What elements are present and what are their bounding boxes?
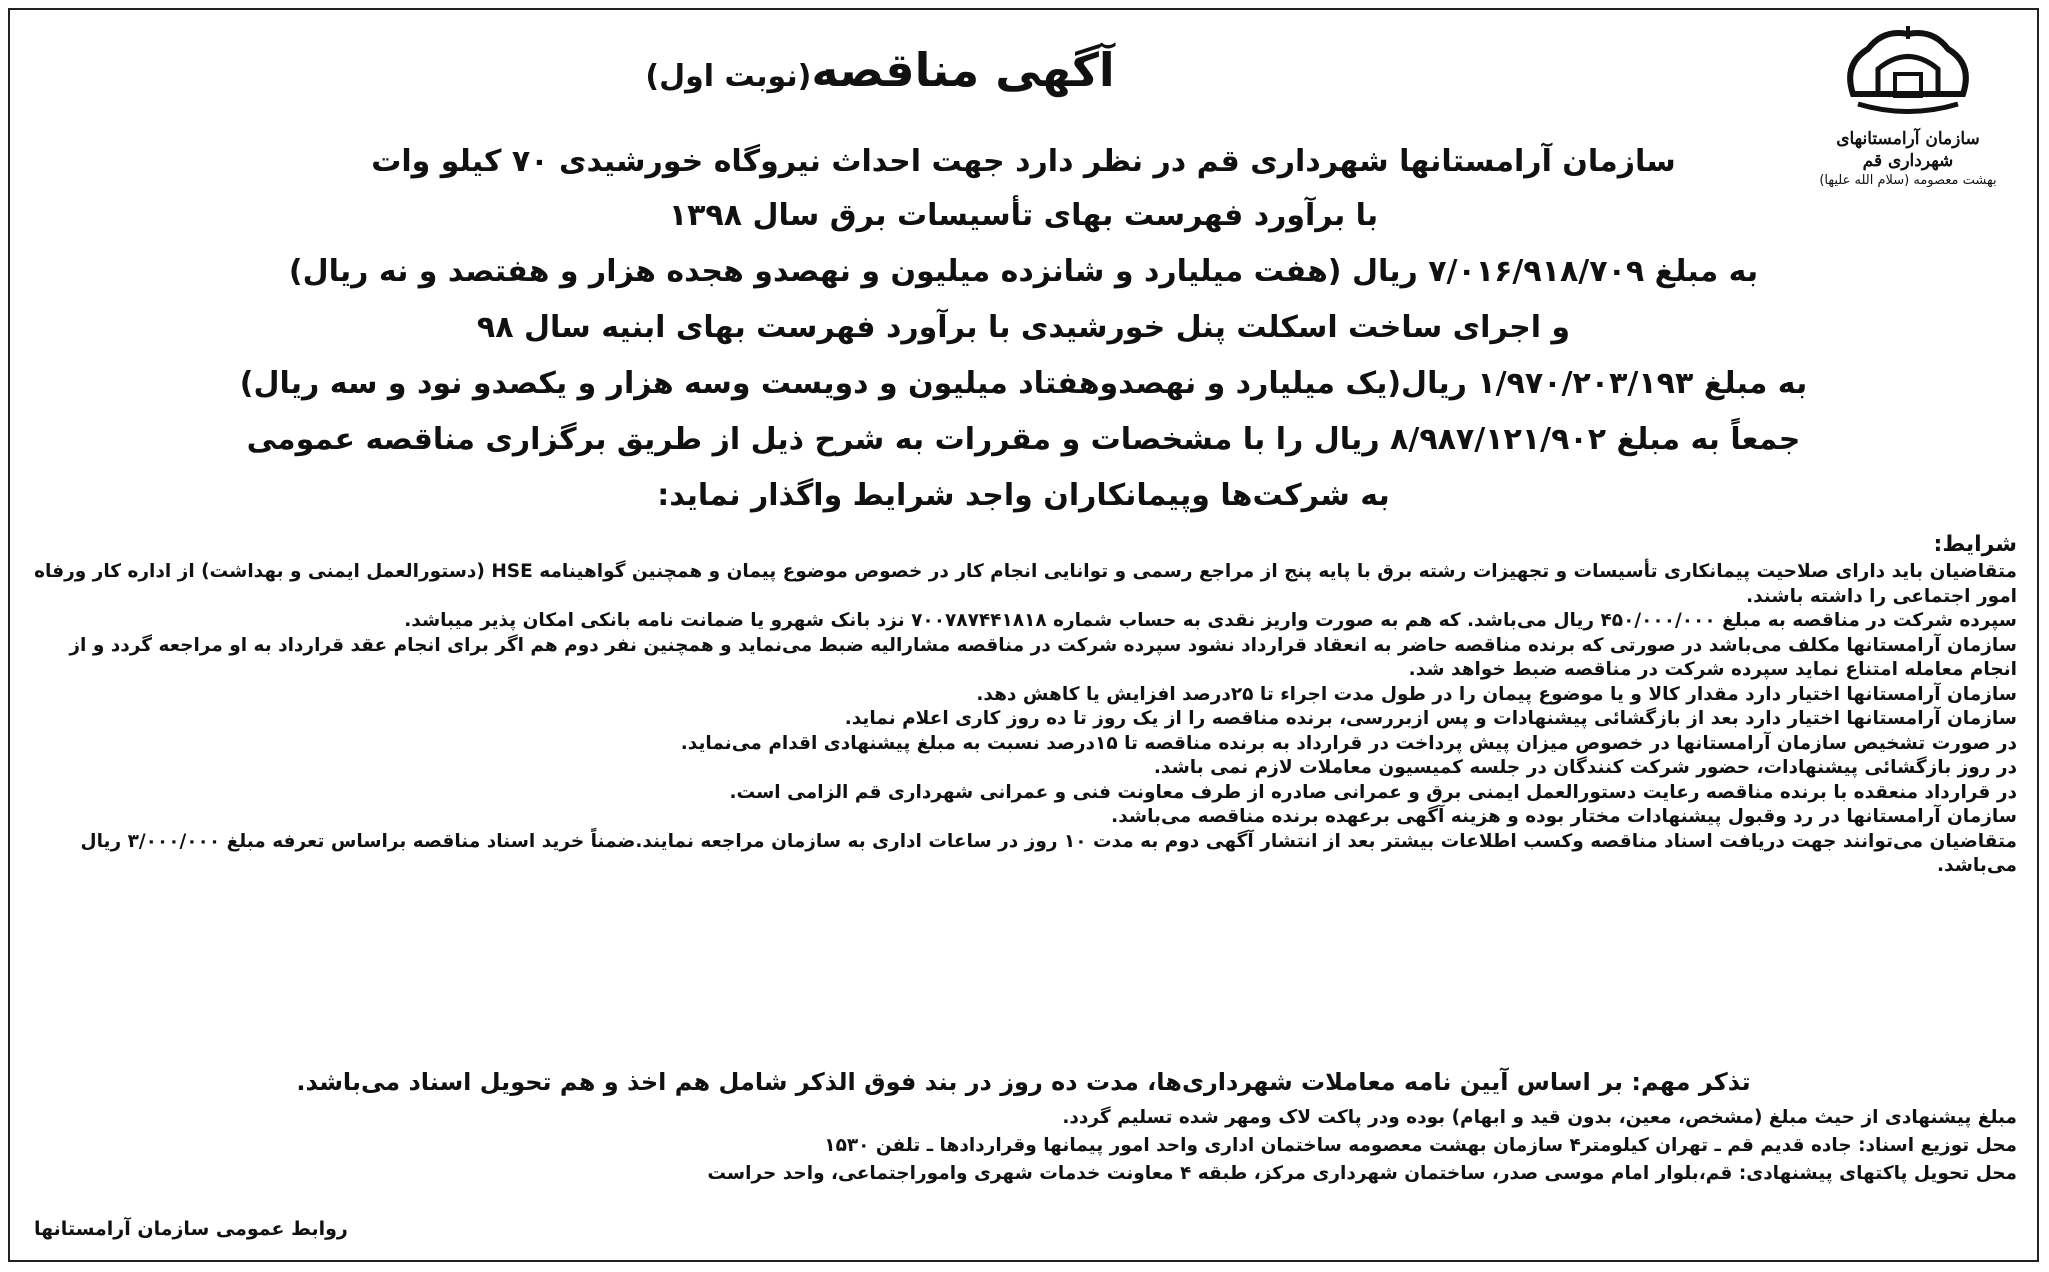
logo-emblem-icon: [1833, 24, 1983, 124]
heading-line-5: به مبلغ ۱/۹۷۰/۲۰۳/۱۹۳ ریال(یک میلیارد و نهصدوهفتاد میلیون و دویست وسه هزار و یکصدو نود و سه ریال): [239, 366, 1808, 401]
condition-item: در صورت تشخیص سازمان آرامستانها در خصوص میزان پیش پرداخت در قرارداد به برنده مناقصه تا ۱۵درصد نسبت به مبلغ پیشنهادی اقدام می‌نماید.: [680, 732, 2017, 754]
condition-item: در روز بازگشائی پیشنهادات، حضور شرکت کنندگان در جلسه کمیسیون معاملات لازم نمی باشد.: [1153, 757, 2017, 778]
heading-line-7: به شرکت‌ها وپیمانکاران واجد شرایط واگذار نماید:: [657, 478, 1390, 513]
conditions-section: [30, 530, 2017, 879]
important-note: تذکر مهم: بر اساس آیین نامه معاملات شهرداری‌ها، مدت ده روز در بند فوق الذکر شامل هم اخذ و هم تحویل اسناد می‌باشد.: [296, 1068, 1751, 1096]
condition-item: سازمان آرامستانها در رد وقبول پیشنهادات مختار بوده و هزینه آگهی برعهده برنده مناقصه می‌باشد.: [1111, 806, 2017, 827]
heading-line-3: به مبلغ ۷/۰۱۶/۹۱۸/۷۰۹ ریال (هفت میلیارد و شانزده میلیون و نهصدو هجده هزار و هفتصد و نه ریال): [288, 254, 1759, 289]
footer-distribution-line: محل توزیع اسناد: جاده قدیم قم ـ تهران کیلومتر۴ سازمان بهشت معصومه ساختمان اداری واحد امور پیمانها وقراردادها ـ تلفن ۱۵۳۰: [824, 1135, 2017, 1156]
footer-delivery-line: محل تحویل پاکتهای پیشنهادی: قم،بلوار امام موسی صدر، ساختمان شهرداری مرکز، طبقه ۴ معاونت خدمات شهری واموراجتماعی، واحد حراست: [707, 1163, 2017, 1184]
title-main: آگهی مناقصه: [811, 43, 1115, 97]
public-relations-signature: روابط عمومی سازمان آرامستانها: [34, 1218, 348, 1240]
heading-line-1: سازمان آرامستانها شهرداری قم در نظر دارد جهت احداث نیروگاه خورشیدی ۷۰ کیلو وات: [371, 144, 1676, 179]
condition-item: سپرده شرکت در مناقصه به مبلغ ۴۵۰/۰۰۰/۰۰۰ ریال می‌باشد. که هم به صورت واریز نقدی به حساب شماره ۷۰۰۷۸۷۴۴۱۸۱۸ نزد بانک شهرو یا ضمانت نامه بانکی امکان پذیر میباشد.: [404, 610, 2017, 631]
footer-offer-line: مبلغ پیشنهادی از حیث مبلغ (مشخص، معین، بدون قید و ابهام) بوده ودر پاکت لاک ومهر شده تسلیم گردد.: [1062, 1107, 2017, 1128]
condition-item: متقاضیان باید دارای صلاحیت پیمانکاری تأسیسات و تجهیزات رشته برق با پایه پنج از مراجع رسمی و توانایی انجام کار در خصوص موضوع پیمان و همچنین گواهینامه HSE (دستورالعمل ایمنی و بهداشت) از اداره کار ورفاه امور اجتماعی را داشته باشند.: [34, 561, 2017, 607]
logo-org-name: سازمان آرامستانهای شهرداری قم: [1836, 129, 1980, 171]
condition-item: در قرارداد منعقده با برنده مناقصه رعایت دستورالعمل ایمنی برق و عمرانی صادره از طرف معاونت فنی و عمرانی شهرداری قم الزامی است.: [729, 781, 2017, 803]
condition-item: سازمان آرامستانها اختیار دارد مقدار کالا و یا موضوع پیمان را در طول مدت اجراء تا ۲۵درصد افزایش یا کاهش دهد.: [976, 683, 2017, 705]
logo-org-sub: بهشت معصومه (سلام الله علیها): [1819, 173, 1997, 188]
heading-line-4: و اجرای ساخت اسکلت پنل خورشیدی با برآورد فهرست بهای ابنیه سال ۹۸: [476, 310, 1571, 345]
condition-item: متقاضیان می‌توانند جهت دریافت اسناد مناقصه وکسب اطلاعات بیشتر بعد از انتشار آگهی دوم به مدت ۱۰ روز در ساعات اداری به سازمان مراجعه نمایند.ضمناً خرید اسناد مناقصه براساس تعرفه مبلغ ۳/۰۰۰/۰۰۰ ریال می‌باشد.: [80, 830, 2017, 876]
title-note: (نوبت اول): [645, 59, 812, 94]
ad-frame: [8, 8, 2039, 1262]
condition-item: سازمان آرامستانها مکلف می‌باشد در صورتی که برنده مناقصه حاضر به انعقاد قرارداد نشود سپرده شرکت در مناقصه مشارالیه ضبط می‌نماید و همچنین نفر دوم هم اگر برای انجام عقد قرارداد به او مراجعه گردد و از انجام معامله امتناع نماید سپرده شرکت در مناقصه ضبط خواهد شد.: [69, 634, 2017, 680]
condition-item: سازمان آرامستانها اختیار دارد بعد از بازگشائی پیشنهادات و پس ازبررسی، برنده مناقصه را از یک روز تا ده روز کاری اعلام نماید.: [844, 708, 2017, 729]
heading-line-6: جمعاً به مبلغ ۸/۹۸۷/۱۲۱/۹۰۲ ریال را با مشخصات و مقررات به شرح ذیل از طریق برگزاری مناقصه عمومی: [246, 422, 1801, 457]
footer-details: [30, 1104, 2017, 1188]
conditions-title: شرایط:: [1933, 532, 2017, 557]
heading-line-2: با برآورد فهرست بهای تأسیسات برق سال ۱۳۹۸: [668, 198, 1379, 233]
ad-title: [530, 40, 1230, 107]
